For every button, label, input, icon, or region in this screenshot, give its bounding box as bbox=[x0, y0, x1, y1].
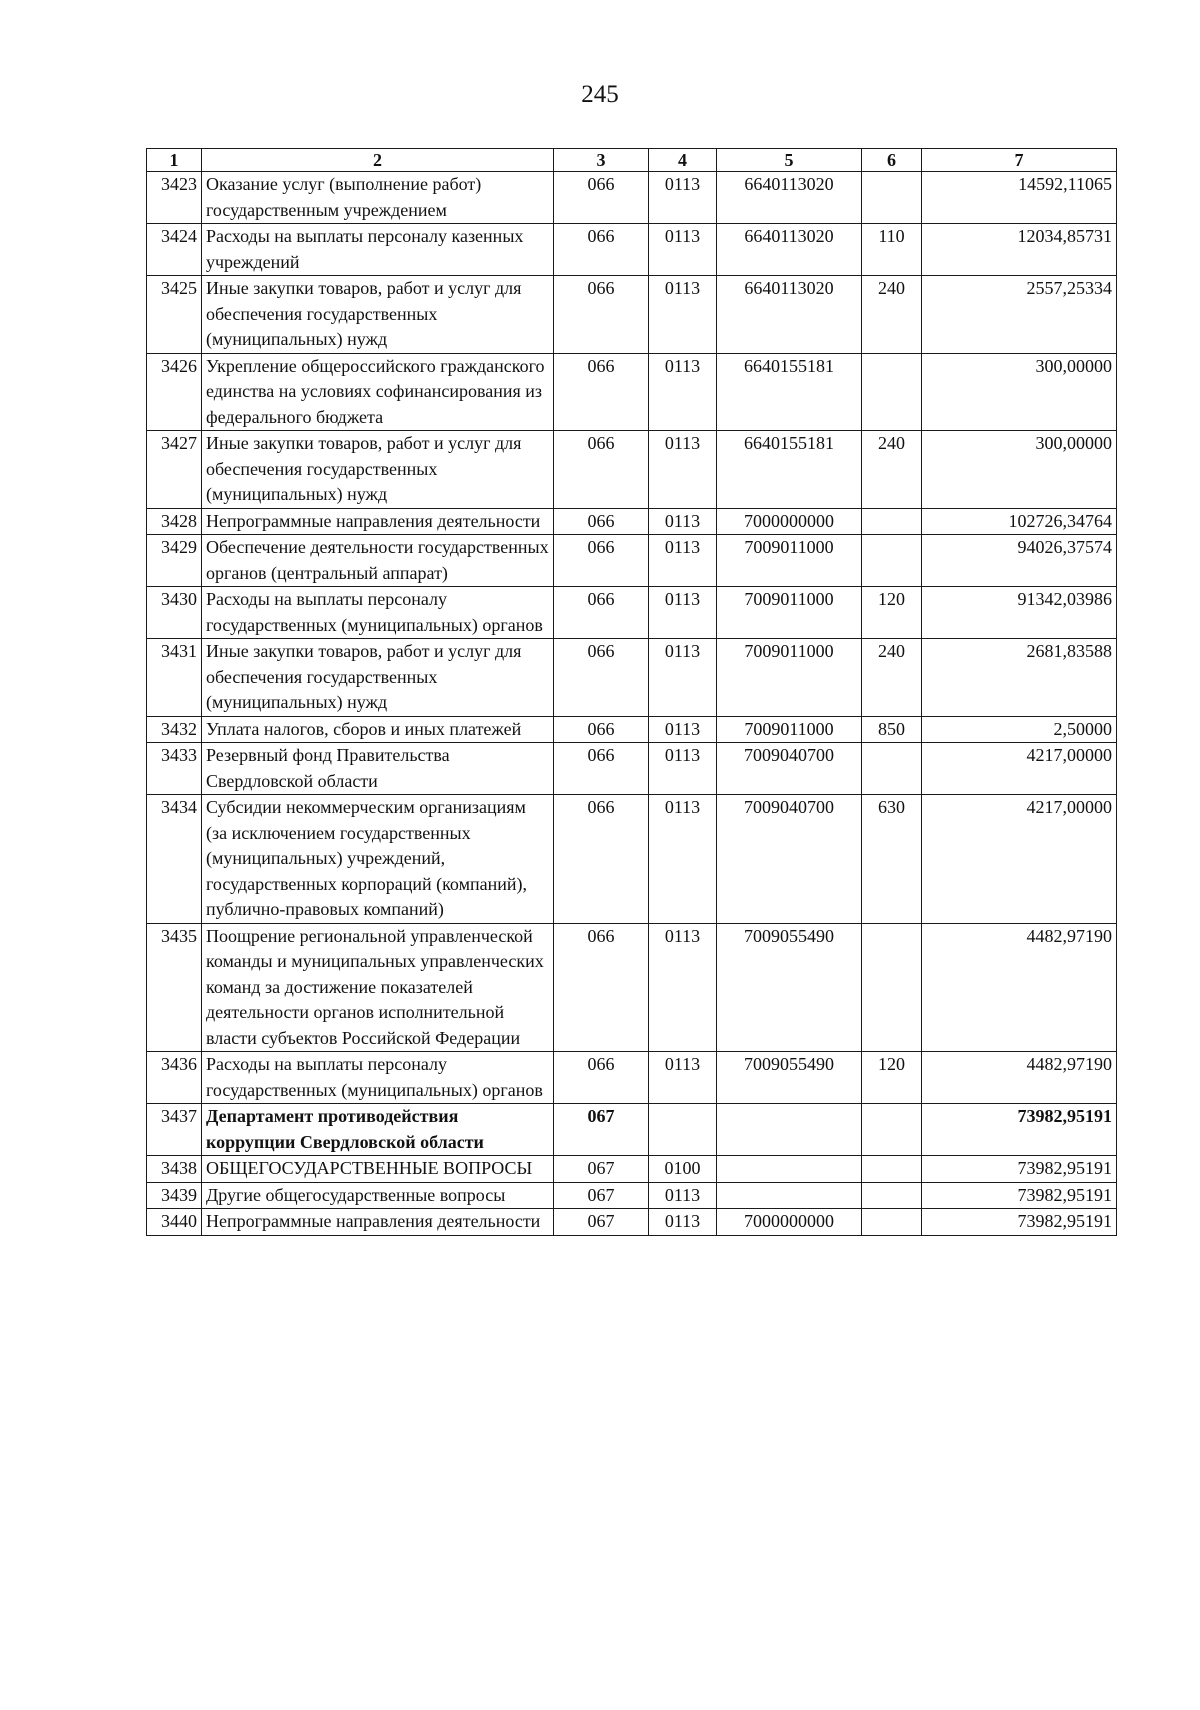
row-target-code-cell bbox=[717, 1182, 862, 1209]
row-amount-cell: 73982,95191 bbox=[922, 1182, 1117, 1209]
table-row bbox=[147, 1209, 1117, 1236]
row-amount-cell: 4217,00000 bbox=[922, 743, 1117, 795]
budget-table bbox=[146, 148, 1117, 1236]
row-section-code-cell bbox=[649, 1104, 717, 1156]
row-number-cell: 3440 bbox=[147, 1209, 202, 1236]
row-section-code-cell: 0113 bbox=[649, 923, 717, 1052]
row-ministry-code-cell: 066 bbox=[554, 639, 649, 717]
row-target-code-cell bbox=[717, 1104, 862, 1156]
header-col-4: 4 bbox=[649, 149, 717, 172]
row-target-code-cell: 7009055490 bbox=[717, 1052, 862, 1104]
table-row bbox=[147, 508, 1117, 535]
row-amount-cell: 4217,00000 bbox=[922, 795, 1117, 924]
table-row bbox=[147, 1182, 1117, 1209]
row-number-cell: 3427 bbox=[147, 431, 202, 509]
row-section-code-cell: 0113 bbox=[649, 716, 717, 743]
row-amount-cell: 94026,37574 bbox=[922, 535, 1117, 587]
row-number-cell: 3426 bbox=[147, 353, 202, 431]
row-name-cell: Уплата налогов, сборов и иных платежей bbox=[202, 716, 554, 743]
row-number-cell: 3439 bbox=[147, 1182, 202, 1209]
row-name-cell: Резервный фонд Правительства Свердловской области bbox=[202, 743, 554, 795]
row-amount-cell: 73982,95191 bbox=[922, 1104, 1117, 1156]
row-expense-type-cell: 240 bbox=[862, 431, 922, 509]
row-amount-cell: 2557,25334 bbox=[922, 276, 1117, 354]
row-number-cell: 3435 bbox=[147, 923, 202, 1052]
row-target-code-cell: 7000000000 bbox=[717, 1209, 862, 1236]
row-number-cell: 3429 bbox=[147, 535, 202, 587]
row-section-code-cell: 0113 bbox=[649, 639, 717, 717]
row-name-cell: ОБЩЕГОСУДАРСТВЕННЫЕ ВОПРОСЫ bbox=[202, 1156, 554, 1183]
row-amount-cell: 300,00000 bbox=[922, 431, 1117, 509]
row-number-cell: 3433 bbox=[147, 743, 202, 795]
table-row bbox=[147, 535, 1117, 587]
row-number-cell: 3425 bbox=[147, 276, 202, 354]
table-row bbox=[147, 716, 1117, 743]
row-section-code-cell: 0113 bbox=[649, 276, 717, 354]
row-expense-type-cell bbox=[862, 1209, 922, 1236]
row-ministry-code-cell: 066 bbox=[554, 1052, 649, 1104]
row-section-code-cell: 0113 bbox=[649, 172, 717, 224]
row-target-code-cell: 7009040700 bbox=[717, 743, 862, 795]
row-number-cell: 3434 bbox=[147, 795, 202, 924]
row-number-cell: 3432 bbox=[147, 716, 202, 743]
table-row bbox=[147, 1156, 1117, 1183]
row-number-cell: 3436 bbox=[147, 1052, 202, 1104]
row-name-cell: Обеспечение деятельности государственных органов (центральный аппарат) bbox=[202, 535, 554, 587]
page-number: 245 bbox=[581, 81, 619, 108]
row-section-code-cell: 0100 bbox=[649, 1156, 717, 1183]
row-amount-cell: 4482,97190 bbox=[922, 923, 1117, 1052]
row-expense-type-cell bbox=[862, 172, 922, 224]
row-name-cell: Субсидии некоммерческим организациям (за исключением государственных (муниципальных) учреждений, государственных корпораций (компаний), публично-правовых компаний) bbox=[202, 795, 554, 924]
row-expense-type-cell: 110 bbox=[862, 224, 922, 276]
table-row bbox=[147, 224, 1117, 276]
row-expense-type-cell bbox=[862, 1156, 922, 1183]
row-number-cell: 3437 bbox=[147, 1104, 202, 1156]
row-expense-type-cell bbox=[862, 353, 922, 431]
row-ministry-code-cell: 066 bbox=[554, 353, 649, 431]
row-expense-type-cell bbox=[862, 1104, 922, 1156]
row-section-code-cell: 0113 bbox=[649, 587, 717, 639]
row-ministry-code-cell: 066 bbox=[554, 923, 649, 1052]
row-name-cell: Укрепление общероссийского гражданского единства на условиях софинансирования из федерального бюджета bbox=[202, 353, 554, 431]
row-name-cell: Другие общегосударственные вопросы bbox=[202, 1182, 554, 1209]
row-number-cell: 3430 bbox=[147, 587, 202, 639]
table-row bbox=[147, 587, 1117, 639]
row-amount-cell: 2681,83588 bbox=[922, 639, 1117, 717]
row-expense-type-cell bbox=[862, 923, 922, 1052]
table-row bbox=[147, 431, 1117, 509]
row-target-code-cell bbox=[717, 1156, 862, 1183]
row-number-cell: 3438 bbox=[147, 1156, 202, 1183]
row-number-cell: 3431 bbox=[147, 639, 202, 717]
row-target-code-cell: 7009055490 bbox=[717, 923, 862, 1052]
row-section-code-cell: 0113 bbox=[649, 1052, 717, 1104]
row-ministry-code-cell: 066 bbox=[554, 743, 649, 795]
row-ministry-code-cell: 066 bbox=[554, 276, 649, 354]
table-row bbox=[147, 1104, 1117, 1156]
row-ministry-code-cell: 067 bbox=[554, 1156, 649, 1183]
row-section-code-cell: 0113 bbox=[649, 431, 717, 509]
row-amount-cell: 4482,97190 bbox=[922, 1052, 1117, 1104]
row-expense-type-cell bbox=[862, 535, 922, 587]
row-amount-cell: 12034,85731 bbox=[922, 224, 1117, 276]
row-number-cell: 3428 bbox=[147, 508, 202, 535]
table-row bbox=[147, 743, 1117, 795]
row-name-cell: Расходы на выплаты персоналу казенных учреждений bbox=[202, 224, 554, 276]
row-expense-type-cell: 120 bbox=[862, 587, 922, 639]
table-row bbox=[147, 276, 1117, 354]
row-amount-cell: 14592,11065 bbox=[922, 172, 1117, 224]
table-header bbox=[147, 149, 1117, 172]
row-expense-type-cell bbox=[862, 743, 922, 795]
header-col-2: 2 bbox=[202, 149, 554, 172]
row-ministry-code-cell: 066 bbox=[554, 716, 649, 743]
row-amount-cell: 73982,95191 bbox=[922, 1156, 1117, 1183]
row-amount-cell: 91342,03986 bbox=[922, 587, 1117, 639]
header-col-7: 7 bbox=[922, 149, 1117, 172]
row-target-code-cell: 7009011000 bbox=[717, 535, 862, 587]
row-expense-type-cell bbox=[862, 508, 922, 535]
table-row bbox=[147, 639, 1117, 717]
row-ministry-code-cell: 067 bbox=[554, 1104, 649, 1156]
row-number-cell: 3423 bbox=[147, 172, 202, 224]
row-target-code-cell: 7009011000 bbox=[717, 639, 862, 717]
row-ministry-code-cell: 066 bbox=[554, 224, 649, 276]
row-target-code-cell: 7000000000 bbox=[717, 508, 862, 535]
row-target-code-cell: 7009040700 bbox=[717, 795, 862, 924]
row-number-cell: 3424 bbox=[147, 224, 202, 276]
header-col-3: 3 bbox=[554, 149, 649, 172]
header-col-1: 1 bbox=[147, 149, 202, 172]
row-section-code-cell: 0113 bbox=[649, 508, 717, 535]
row-target-code-cell: 6640113020 bbox=[717, 276, 862, 354]
row-ministry-code-cell: 066 bbox=[554, 587, 649, 639]
header-col-6: 6 bbox=[862, 149, 922, 172]
row-section-code-cell: 0113 bbox=[649, 224, 717, 276]
row-ministry-code-cell: 066 bbox=[554, 535, 649, 587]
table-row bbox=[147, 795, 1117, 924]
row-ministry-code-cell: 066 bbox=[554, 795, 649, 924]
row-name-cell: Поощрение региональной управленческой команды и муниципальных управленческих команд за достижение показателей деятельности органов исполнительной власти субъектов Российской Федерации bbox=[202, 923, 554, 1052]
row-expense-type-cell: 120 bbox=[862, 1052, 922, 1104]
row-name-cell: Непрограммные направления деятельности bbox=[202, 1209, 554, 1236]
table-row bbox=[147, 1052, 1117, 1104]
row-name-cell: Иные закупки товаров, работ и услуг для обеспечения государственных (муниципальных) нужд bbox=[202, 639, 554, 717]
row-ministry-code-cell: 067 bbox=[554, 1209, 649, 1236]
row-target-code-cell: 6640113020 bbox=[717, 224, 862, 276]
table-row bbox=[147, 923, 1117, 1052]
header-row bbox=[147, 149, 1117, 172]
row-section-code-cell: 0113 bbox=[649, 535, 717, 587]
table-row bbox=[147, 353, 1117, 431]
row-section-code-cell: 0113 bbox=[649, 353, 717, 431]
row-amount-cell: 102726,34764 bbox=[922, 508, 1117, 535]
row-amount-cell: 2,50000 bbox=[922, 716, 1117, 743]
row-name-cell: Департамент противодействия коррупции Свердловской области bbox=[202, 1104, 554, 1156]
row-ministry-code-cell: 066 bbox=[554, 172, 649, 224]
row-expense-type-cell: 240 bbox=[862, 639, 922, 717]
row-name-cell: Оказание услуг (выполнение работ) государственным учреждением bbox=[202, 172, 554, 224]
row-ministry-code-cell: 066 bbox=[554, 431, 649, 509]
row-target-code-cell: 6640113020 bbox=[717, 172, 862, 224]
row-target-code-cell: 7009011000 bbox=[717, 587, 862, 639]
row-name-cell: Иные закупки товаров, работ и услуг для обеспечения государственных (муниципальных) нужд bbox=[202, 276, 554, 354]
row-name-cell: Иные закупки товаров, работ и услуг для обеспечения государственных (муниципальных) нужд bbox=[202, 431, 554, 509]
row-ministry-code-cell: 067 bbox=[554, 1182, 649, 1209]
row-amount-cell: 300,00000 bbox=[922, 353, 1117, 431]
row-name-cell: Расходы на выплаты персоналу государственных (муниципальных) органов bbox=[202, 587, 554, 639]
row-section-code-cell: 0113 bbox=[649, 1182, 717, 1209]
row-name-cell: Непрограммные направления деятельности bbox=[202, 508, 554, 535]
row-section-code-cell: 0113 bbox=[649, 743, 717, 795]
row-name-cell: Расходы на выплаты персоналу государственных (муниципальных) органов bbox=[202, 1052, 554, 1104]
row-target-code-cell: 7009011000 bbox=[717, 716, 862, 743]
row-target-code-cell: 6640155181 bbox=[717, 431, 862, 509]
header-col-5: 5 bbox=[717, 149, 862, 172]
row-section-code-cell: 0113 bbox=[649, 795, 717, 924]
row-target-code-cell: 6640155181 bbox=[717, 353, 862, 431]
table-row bbox=[147, 172, 1117, 224]
row-expense-type-cell: 240 bbox=[862, 276, 922, 354]
row-expense-type-cell: 850 bbox=[862, 716, 922, 743]
row-expense-type-cell bbox=[862, 1182, 922, 1209]
row-amount-cell: 73982,95191 bbox=[922, 1209, 1117, 1236]
table-body bbox=[147, 172, 1117, 1236]
row-expense-type-cell: 630 bbox=[862, 795, 922, 924]
row-section-code-cell: 0113 bbox=[649, 1209, 717, 1236]
row-ministry-code-cell: 066 bbox=[554, 508, 649, 535]
